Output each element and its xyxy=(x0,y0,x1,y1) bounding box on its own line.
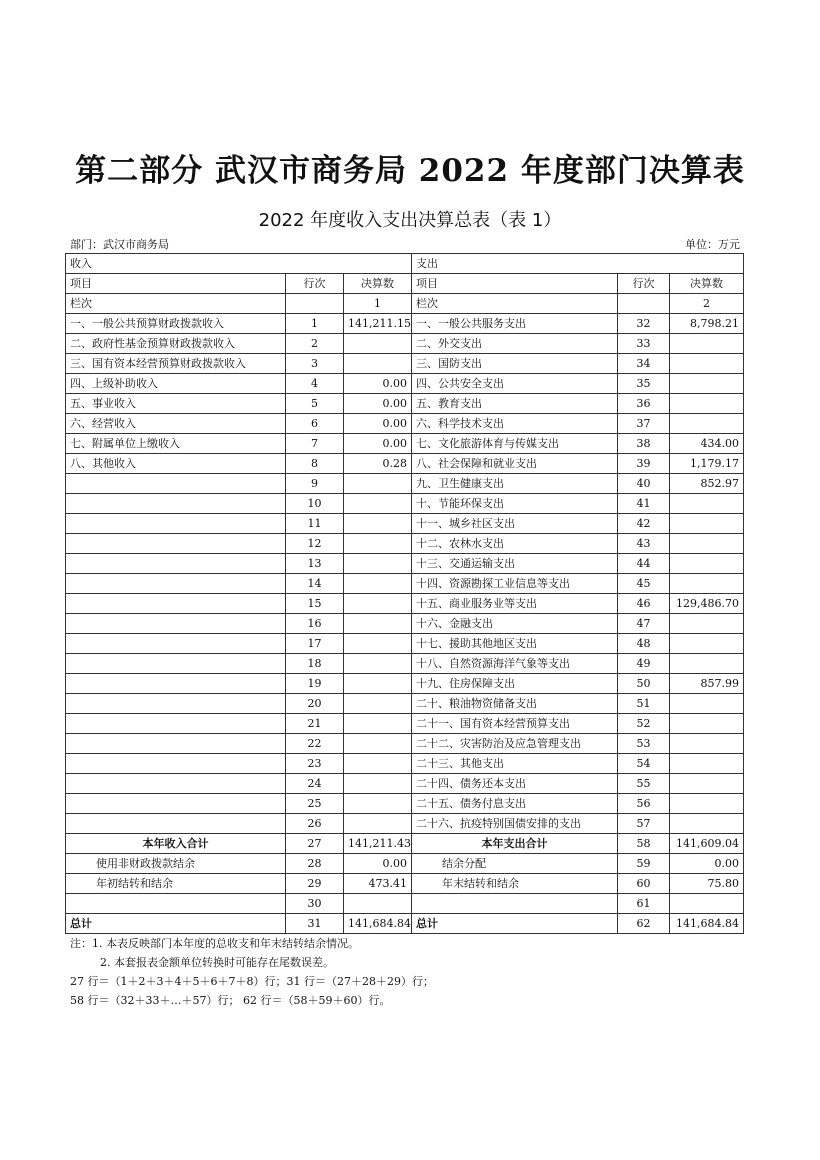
income-row-no: 14 xyxy=(286,574,344,594)
expense-row-no: 56 xyxy=(618,794,670,814)
income-item xyxy=(66,474,286,494)
expense-summary-item: 结余分配 xyxy=(412,854,618,874)
expense-amount xyxy=(670,614,744,634)
table-row xyxy=(66,394,744,414)
expense-amount xyxy=(670,694,744,714)
income-amount: 0.00 xyxy=(344,374,412,394)
expense-item: 二十、粮油物资储备支出 xyxy=(412,694,618,714)
income-amount xyxy=(344,694,412,714)
page-title: 第二部分 武汉市商务局 2022 年度部门决算表 xyxy=(75,153,745,189)
expense-row-no: 43 xyxy=(618,534,670,554)
income-item: 一、一般公共预算财政拨款收入 xyxy=(66,314,286,334)
income-row-no: 11 xyxy=(286,514,344,534)
expense-item: 一、一般公共服务支出 xyxy=(412,314,618,334)
income-row-no: 22 xyxy=(286,734,344,754)
expense-row-no: 32 xyxy=(618,314,670,334)
expense-row-no: 62 xyxy=(618,914,670,934)
income-item xyxy=(66,514,286,534)
table-row xyxy=(66,554,744,574)
income-section-header: 收入 xyxy=(66,254,412,274)
column-header-row xyxy=(66,274,744,294)
expense-item: 十四、资源勘探工业信息等支出 xyxy=(412,574,618,594)
income-row-no: 16 xyxy=(286,614,344,634)
expense-row-no: 49 xyxy=(618,654,670,674)
income-item xyxy=(66,734,286,754)
table-row xyxy=(66,434,744,454)
expense-amount: 75.80 xyxy=(670,874,744,894)
table-row xyxy=(66,774,744,794)
income-amount: 0.00 xyxy=(344,434,412,454)
income-amount xyxy=(344,714,412,734)
table-title: 2022 年度收入支出决算总表（表 1） xyxy=(258,210,562,231)
income-row-no: 3 xyxy=(286,354,344,374)
expense-item: 九、卫生健康支出 xyxy=(412,474,618,494)
income-amount xyxy=(344,634,412,654)
expense-row-no: 39 xyxy=(618,454,670,474)
income-amount: 0.00 xyxy=(344,854,412,874)
expense-col-index: 2 xyxy=(670,294,744,314)
income-row-no: 24 xyxy=(286,774,344,794)
expense-amount: 0.00 xyxy=(670,854,744,874)
table-row xyxy=(66,534,744,554)
note-line: 58 行＝（32＋33＋…＋57）行； 62 行＝（58＋59＋60）行。 xyxy=(70,994,391,1007)
expense-item: 二、外交支出 xyxy=(412,334,618,354)
table-row xyxy=(66,634,744,654)
expense-amount xyxy=(670,414,744,434)
expense-item: 十二、农林水支出 xyxy=(412,534,618,554)
income-amount xyxy=(344,514,412,534)
table-row xyxy=(66,614,744,634)
income-item xyxy=(66,714,286,734)
expense-amount xyxy=(670,774,744,794)
expense-row-no: 41 xyxy=(618,494,670,514)
expense-item: 十一、城乡社区支出 xyxy=(412,514,618,534)
income-amount xyxy=(344,534,412,554)
expense-row-no: 60 xyxy=(618,874,670,894)
table-row xyxy=(66,714,744,734)
income-row-no: 10 xyxy=(286,494,344,514)
income-summary-item: 使用非财政拨款结余 xyxy=(66,854,286,874)
income-item-header: 项目 xyxy=(66,274,286,294)
table-row xyxy=(66,374,744,394)
income-row-no: 18 xyxy=(286,654,344,674)
income-row-no: 20 xyxy=(286,694,344,714)
expense-item: 十七、援助其他地区支出 xyxy=(412,634,618,654)
income-item: 五、事业收入 xyxy=(66,394,286,414)
expense-item: 十、节能环保支出 xyxy=(412,494,618,514)
expense-item: 六、科学技术支出 xyxy=(412,414,618,434)
table-row xyxy=(66,734,744,754)
table-row xyxy=(66,334,744,354)
expense-row-no: 37 xyxy=(618,414,670,434)
expense-amount xyxy=(670,394,744,414)
expense-amount xyxy=(670,514,744,534)
income-item xyxy=(66,674,286,694)
expense-row-no: 46 xyxy=(618,594,670,614)
income-item xyxy=(66,814,286,834)
income-amount: 0.00 xyxy=(344,414,412,434)
expense-amount xyxy=(670,634,744,654)
expense-row-no: 61 xyxy=(618,894,670,914)
income-amount xyxy=(344,674,412,694)
expense-item: 十九、住房保障支出 xyxy=(412,674,618,694)
income-item xyxy=(66,594,286,614)
expense-item: 五、教育支出 xyxy=(412,394,618,414)
income-item xyxy=(66,654,286,674)
expense-item: 七、文化旅游体育与传媒支出 xyxy=(412,434,618,454)
summary-row xyxy=(66,894,744,914)
income-summary-item: 年初结转和结余 xyxy=(66,874,286,894)
income-summary-item: 总计 xyxy=(66,914,286,934)
expense-amount xyxy=(670,894,744,914)
income-row-no: 21 xyxy=(286,714,344,734)
income-row-no: 29 xyxy=(286,874,344,894)
expense-amount xyxy=(670,494,744,514)
income-amount: 473.41 xyxy=(344,874,412,894)
expense-amount: 129,486.70 xyxy=(670,594,744,614)
expense-amount xyxy=(670,354,744,374)
expense-row-no: 59 xyxy=(618,854,670,874)
income-amount xyxy=(344,894,412,914)
expense-amount: 141,609.04 xyxy=(670,834,744,854)
income-item: 七、附属单位上缴收入 xyxy=(66,434,286,454)
income-amount xyxy=(344,734,412,754)
income-amount xyxy=(344,494,412,514)
expense-amount xyxy=(670,754,744,774)
income-row-no: 30 xyxy=(286,894,344,914)
income-row-no: 23 xyxy=(286,754,344,774)
expense-row-no: 52 xyxy=(618,714,670,734)
expense-row-no: 58 xyxy=(618,834,670,854)
income-col-label: 栏次 xyxy=(66,294,286,314)
summary-row xyxy=(66,834,744,854)
income-amount xyxy=(344,654,412,674)
table-row xyxy=(66,674,744,694)
expense-item: 二十一、国有资本经营预算支出 xyxy=(412,714,618,734)
income-item: 三、国有资本经营预算财政拨款收入 xyxy=(66,354,286,374)
income-item xyxy=(66,634,286,654)
income-item xyxy=(66,614,286,634)
expense-summary-item xyxy=(412,894,618,914)
expense-amount: 852.97 xyxy=(670,474,744,494)
expense-summary-item: 年末结转和结余 xyxy=(412,874,618,894)
table-row xyxy=(66,474,744,494)
income-item: 六、经营收入 xyxy=(66,414,286,434)
expense-item: 四、公共安全支出 xyxy=(412,374,618,394)
income-row-no: 28 xyxy=(286,854,344,874)
table-row xyxy=(66,414,744,434)
expense-row-no: 53 xyxy=(618,734,670,754)
income-item xyxy=(66,754,286,774)
expense-summary-item: 总计 xyxy=(412,914,618,934)
expense-amount xyxy=(670,334,744,354)
expense-item: 十三、交通运输支出 xyxy=(412,554,618,574)
table-row xyxy=(66,314,744,334)
income-item xyxy=(66,494,286,514)
note-line: 27 行＝（1＋2＋3＋4＋5＋6＋7＋8）行；31 行＝（27＋28＋29）行； xyxy=(70,975,434,988)
expense-summary-item: 本年支出合计 xyxy=(412,834,618,854)
table-row xyxy=(66,494,744,514)
expense-amount xyxy=(670,534,744,554)
expense-row-no: 50 xyxy=(618,674,670,694)
expense-item: 三、国防支出 xyxy=(412,354,618,374)
expense-row-no: 57 xyxy=(618,814,670,834)
income-amount xyxy=(344,574,412,594)
expense-row-no-header: 行次 xyxy=(618,274,670,294)
expense-row-no: 55 xyxy=(618,774,670,794)
table-row xyxy=(66,354,744,374)
income-row-no: 19 xyxy=(286,674,344,694)
income-item xyxy=(66,694,286,714)
table-row xyxy=(66,794,744,814)
table-row xyxy=(66,594,744,614)
income-row-no: 31 xyxy=(286,914,344,934)
expense-amount-header: 决算数 xyxy=(670,274,744,294)
income-row-no: 8 xyxy=(286,454,344,474)
income-row-no: 5 xyxy=(286,394,344,414)
column-index-row xyxy=(66,294,744,314)
expense-row-no: 38 xyxy=(618,434,670,454)
income-amount xyxy=(344,594,412,614)
income-amount xyxy=(344,474,412,494)
expense-amount xyxy=(670,714,744,734)
expense-amount xyxy=(670,374,744,394)
table-row xyxy=(66,514,744,534)
department-label: 部门：武汉市商务局 xyxy=(70,238,169,251)
table-row xyxy=(66,694,744,714)
income-row-no: 17 xyxy=(286,634,344,654)
income-item xyxy=(66,534,286,554)
expense-row-no: 33 xyxy=(618,334,670,354)
expense-item: 二十四、债务还本支出 xyxy=(412,774,618,794)
income-item: 二、政府性基金预算财政拨款收入 xyxy=(66,334,286,354)
expense-row-no: 42 xyxy=(618,514,670,534)
expense-amount xyxy=(670,814,744,834)
expense-amount: 8,798.21 xyxy=(670,314,744,334)
expense-item-header: 项目 xyxy=(412,274,618,294)
income-row-no: 25 xyxy=(286,794,344,814)
income-row-no: 6 xyxy=(286,414,344,434)
expense-row-no: 44 xyxy=(618,554,670,574)
expense-row-no: 45 xyxy=(618,574,670,594)
expense-item: 二十三、其他支出 xyxy=(412,754,618,774)
income-item xyxy=(66,774,286,794)
income-amount xyxy=(344,554,412,574)
income-row-no: 7 xyxy=(286,434,344,454)
expense-row-no: 48 xyxy=(618,634,670,654)
expense-row-no: 40 xyxy=(618,474,670,494)
income-row-no: 27 xyxy=(286,834,344,854)
income-amount xyxy=(344,814,412,834)
expense-item: 二十二、灾害防治及应急管理支出 xyxy=(412,734,618,754)
table-notes xyxy=(70,934,434,1010)
expense-amount xyxy=(670,654,744,674)
income-item xyxy=(66,554,286,574)
expense-amount xyxy=(670,554,744,574)
empty-cell xyxy=(618,294,670,314)
expense-row-no: 34 xyxy=(618,354,670,374)
income-amount xyxy=(344,614,412,634)
table-row xyxy=(66,454,744,474)
budget-table xyxy=(65,253,744,934)
expense-amount xyxy=(670,734,744,754)
empty-cell xyxy=(286,294,344,314)
income-amount: 141,684.84 xyxy=(344,914,412,934)
income-amount xyxy=(344,774,412,794)
income-amount: 0.00 xyxy=(344,394,412,414)
expense-item: 十六、金融支出 xyxy=(412,614,618,634)
income-amount xyxy=(344,794,412,814)
expense-row-no: 35 xyxy=(618,374,670,394)
section-header-row xyxy=(66,254,744,274)
income-item xyxy=(66,574,286,594)
income-summary-item xyxy=(66,894,286,914)
expense-section-header: 支出 xyxy=(412,254,744,274)
expense-amount: 857.99 xyxy=(670,674,744,694)
income-col-index: 1 xyxy=(344,294,412,314)
income-row-no: 2 xyxy=(286,334,344,354)
expense-amount xyxy=(670,574,744,594)
income-amount: 141,211.15 xyxy=(344,314,412,334)
expense-item: 十五、商业服务业等支出 xyxy=(412,594,618,614)
income-amount: 0.28 xyxy=(344,454,412,474)
expense-row-no: 36 xyxy=(618,394,670,414)
table-row xyxy=(66,654,744,674)
summary-row xyxy=(66,854,744,874)
expense-item: 八、社会保障和就业支出 xyxy=(412,454,618,474)
expense-item: 二十五、债务付息支出 xyxy=(412,794,618,814)
summary-row xyxy=(66,914,744,934)
expense-item: 十八、自然资源海洋气象等支出 xyxy=(412,654,618,674)
expense-item: 二十六、抗疫特别国债安排的支出 xyxy=(412,814,618,834)
income-row-no: 12 xyxy=(286,534,344,554)
expense-row-no: 51 xyxy=(618,694,670,714)
income-row-no-header: 行次 xyxy=(286,274,344,294)
income-row-no: 15 xyxy=(286,594,344,614)
expense-amount xyxy=(670,794,744,814)
income-summary-item: 本年收入合计 xyxy=(66,834,286,854)
income-amount-header: 决算数 xyxy=(344,274,412,294)
expense-amount: 141,684.84 xyxy=(670,914,744,934)
income-row-no: 1 xyxy=(286,314,344,334)
summary-row xyxy=(66,874,744,894)
note-line: 2. 本套报表金额单位转换时可能存在尾数误差。 xyxy=(100,956,334,969)
income-amount: 141,211.43 xyxy=(344,834,412,854)
income-row-no: 26 xyxy=(286,814,344,834)
note-line: 注：1. 本表反映部门本年度的总收支和年末结转结余情况。 xyxy=(70,937,359,950)
income-item: 四、上级补助收入 xyxy=(66,374,286,394)
expense-amount: 1,179.17 xyxy=(670,454,744,474)
expense-row-no: 47 xyxy=(618,614,670,634)
income-amount xyxy=(344,334,412,354)
income-row-no: 9 xyxy=(286,474,344,494)
unit-label: 单位：万元 xyxy=(685,238,740,251)
income-item xyxy=(66,794,286,814)
table-row xyxy=(66,814,744,834)
income-item: 八、其他收入 xyxy=(66,454,286,474)
expense-col-label: 栏次 xyxy=(412,294,618,314)
expense-row-no: 54 xyxy=(618,754,670,774)
income-row-no: 4 xyxy=(286,374,344,394)
income-amount xyxy=(344,754,412,774)
table-row xyxy=(66,574,744,594)
income-amount xyxy=(344,354,412,374)
table-row xyxy=(66,754,744,774)
income-row-no: 13 xyxy=(286,554,344,574)
expense-amount: 434.00 xyxy=(670,434,744,454)
